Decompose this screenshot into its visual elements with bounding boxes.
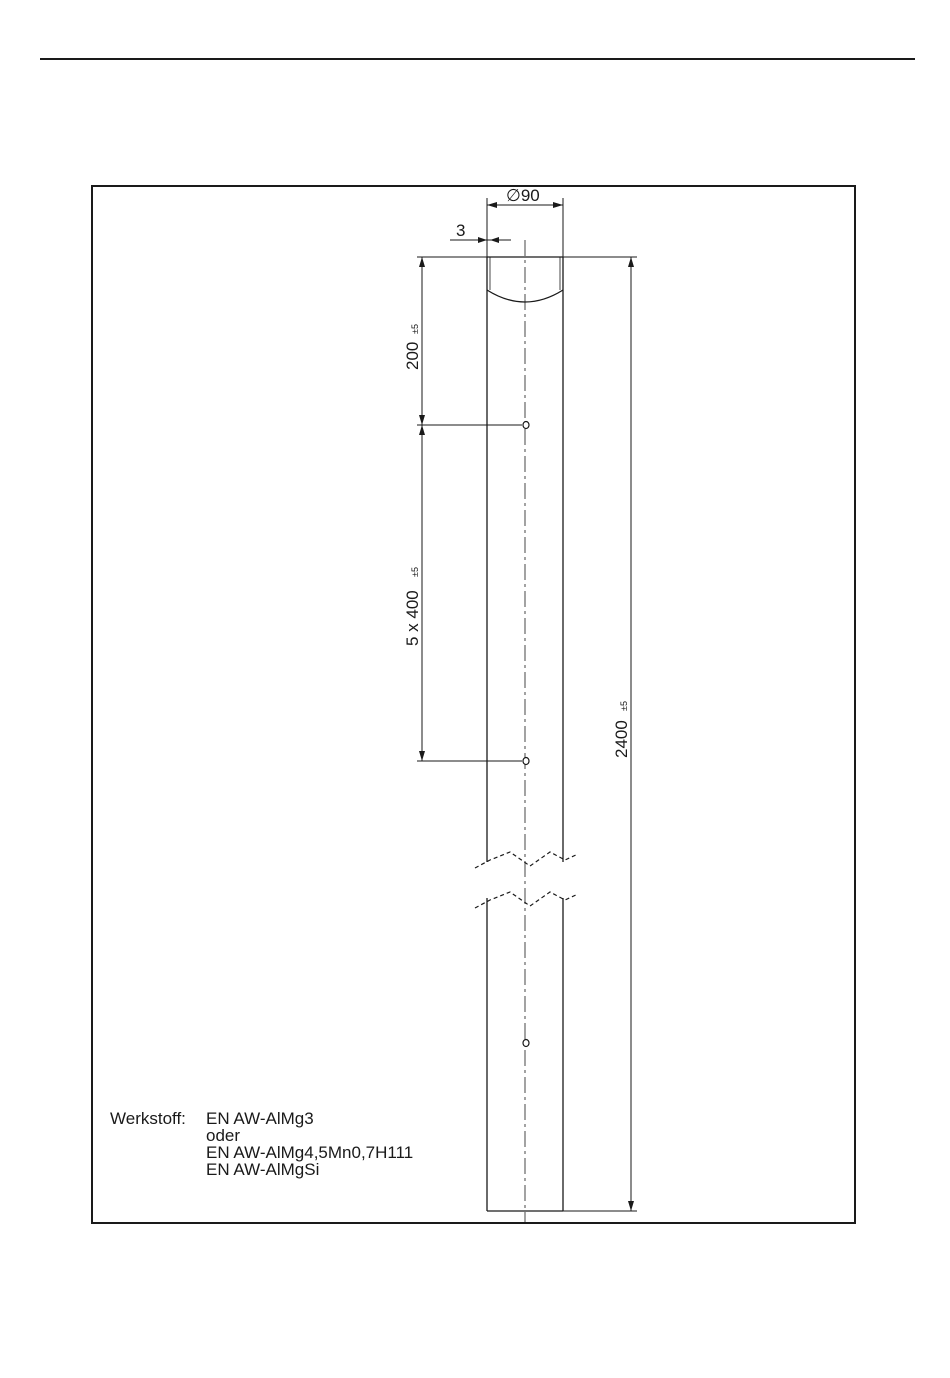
material-label: Werkstoff: bbox=[110, 1109, 186, 1128]
first-hole-tolerance: ±5 bbox=[410, 324, 420, 334]
total-length-tolerance: ±5 bbox=[619, 701, 629, 711]
wall-thickness-label: 3 bbox=[456, 221, 466, 240]
hole-1 bbox=[523, 422, 529, 429]
material-option-1: EN AW-AlMg3 bbox=[206, 1109, 314, 1128]
drawing-frame bbox=[92, 186, 855, 1223]
diameter-label: ∅90 bbox=[506, 186, 540, 205]
hole-3 bbox=[523, 1040, 529, 1047]
hole-spacing-dimension bbox=[417, 425, 522, 761]
material-connector: oder bbox=[206, 1126, 241, 1145]
first-hole-dimension bbox=[417, 257, 522, 425]
total-length-label: 2400 bbox=[612, 720, 631, 758]
hole-2 bbox=[523, 758, 529, 765]
holes bbox=[523, 422, 529, 1047]
material-note bbox=[110, 1110, 413, 1178]
first-hole-label: 200 bbox=[403, 341, 422, 370]
material-option-2: EN AW-AlMg4,5Mn0,7H111 bbox=[206, 1143, 414, 1162]
hole-spacing-label: 5 x 400 bbox=[403, 590, 422, 646]
hole-spacing-tolerance: ±5 bbox=[410, 567, 420, 577]
material-option-3: EN AW-AlMgSi bbox=[206, 1160, 320, 1179]
